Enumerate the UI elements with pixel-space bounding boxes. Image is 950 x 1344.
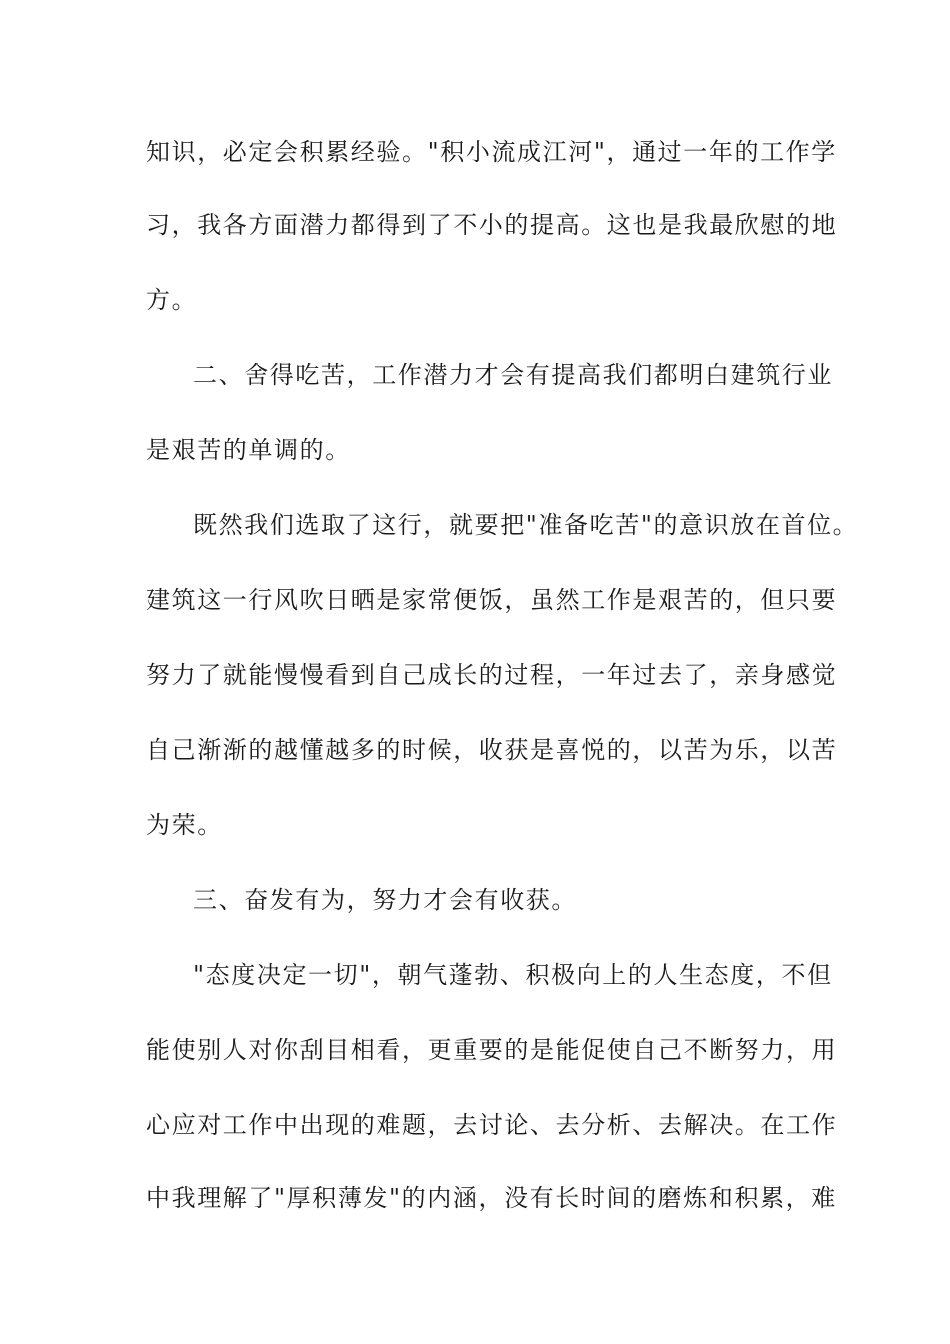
section-heading: 二、舍得吃苦，工作潜力才会有提高我们都明白建筑行业 <box>193 361 833 389</box>
text-line: 心应对工作中出现的难题，去讨论、去分析、去解决。在工作 <box>146 1111 838 1139</box>
text-line: 为荣。 <box>146 811 223 839</box>
text-line: 建筑这一行风吹日晒是家常便饭，虽然工作是艰苦的，但只要 <box>146 586 838 614</box>
text-line: 习，我各方面潜力都得到了不小的提高。这也是我最欣慰的地 <box>146 211 838 239</box>
text-line: 自己渐渐的越懂越多的时候，收获是喜悦的，以苦为乐，以苦 <box>146 736 838 764</box>
text-line: 是艰苦的单调的。 <box>146 436 351 464</box>
paragraph-start: 既然我们选取了这行，就要把"准备吃苦"的意识放在首位。 <box>193 511 859 539</box>
text-line: 努力了就能慢慢看到自己成长的过程，一年过去了，亲身感觉 <box>146 661 838 689</box>
text-line: 能使别人对你刮目相看，更重要的是能促使自己不断努力，用 <box>146 1036 838 1064</box>
text-line: 中我理解了"厚积薄发"的内涵，没有长时间的磨炼和积累，难 <box>146 1184 837 1212</box>
section-heading: 三、奋发有为，努力才会有收获。 <box>193 886 577 914</box>
text-line: 知识，必定会积累经验。"积小流成江河"，通过一年的工作学 <box>146 138 837 166</box>
text-line: 方。 <box>146 286 198 314</box>
paragraph-start: "态度决定一切"，朝气蓬勃、积极向上的人生态度，不但 <box>193 961 833 989</box>
